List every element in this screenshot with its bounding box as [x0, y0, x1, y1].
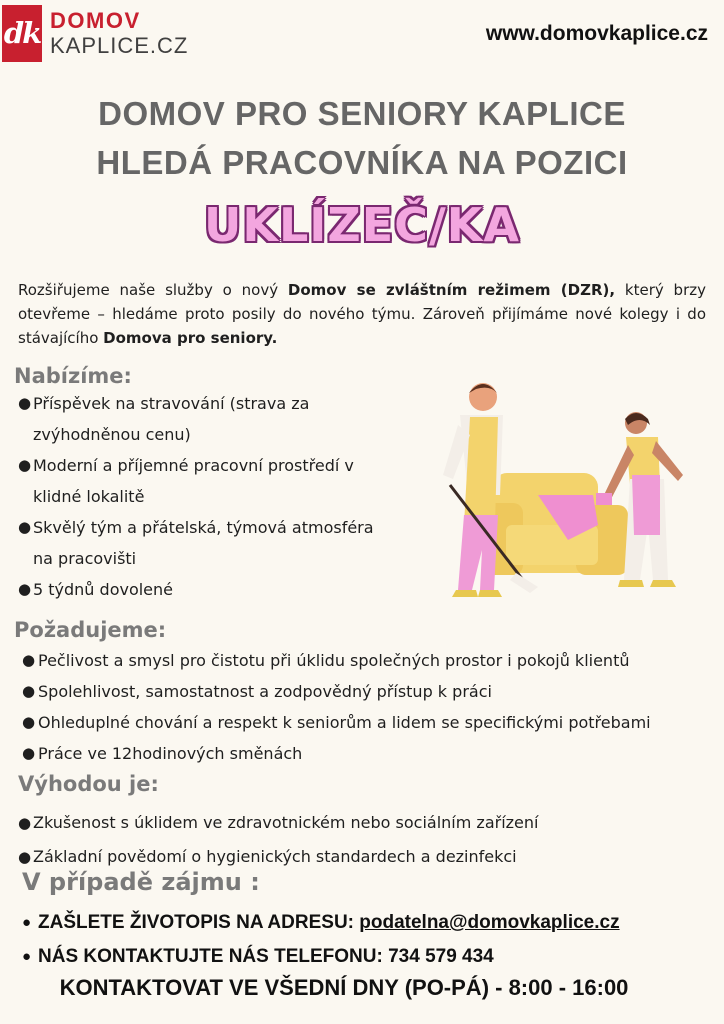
list-item-text: Ohleduplné chování a respekt k seniorům a lidem se specifickými potřebami	[38, 713, 651, 732]
list-item-text: Moderní a příjemné pracovní prostředí v klidné lokalitě	[33, 456, 354, 506]
list-item-text: 5 týdnů dovolené	[33, 580, 174, 599]
bullet-icon: ●	[22, 651, 36, 669]
logo[interactable]	[2, 5, 192, 63]
interest-title: V případě zájmu :	[22, 868, 260, 896]
list-item-text: Skvělý tým a přátelská, týmová atmosféra na pracovišti	[33, 518, 374, 568]
intro-text-1: Rozšiřujeme naše služby o nový	[18, 281, 288, 299]
bullet-icon: ●	[18, 580, 32, 598]
list-item-text: Zkušenost s úklidem ve zdravotnickém nebo sociálním zařízení	[33, 813, 539, 832]
intro-text-2: který brzy otevřeme – hledáme proto posily do nového týmu. Zároveň přijímáme nové kolegy i do stávajícího	[18, 281, 706, 347]
bullet-icon: ●	[18, 848, 32, 866]
list-item-text: Spolehlivost, samostatnost a zodpovědný přístup k práci	[38, 682, 492, 701]
list-item	[22, 738, 717, 769]
bullet-icon: ●	[22, 948, 32, 965]
headline-line-2: HLEDÁ PRACOVNÍKA NA POZICI	[96, 144, 628, 181]
list-item	[18, 512, 398, 574]
list-item	[22, 707, 717, 738]
logo-mark: dk	[2, 5, 42, 62]
contact-phone-item	[22, 940, 717, 974]
list-item-text: Práce ve 12hodinových směnách	[38, 744, 303, 763]
list-item	[18, 574, 398, 605]
cv-label: ZAŠLETE ŽIVOTOPIS NA ADRESU:	[38, 912, 360, 933]
requirements-title: Požadujeme:	[14, 618, 167, 642]
list-item	[22, 645, 717, 676]
list-item-text: Pečlivost a smysl pro čistotu při úklidu společných prostor i pokojů klientů	[38, 651, 630, 670]
website-link[interactable]: www.domovkaplice.cz	[485, 22, 708, 45]
list-item	[18, 806, 713, 840]
intro-bold-1: Domov se zvláštním režimem (DZR),	[287, 281, 616, 299]
requirements-list	[22, 645, 717, 769]
list-item	[18, 388, 398, 450]
advantages-list	[18, 806, 713, 874]
bullet-icon: ●	[18, 394, 32, 412]
logo-line-1: DOMOV	[50, 8, 141, 33]
bullet-icon: ●	[18, 518, 32, 536]
bullet-icon: ●	[18, 456, 32, 474]
offer-list	[18, 388, 398, 605]
list-item-text: Základní povědomí o hygienických standardech a dezinfekci	[33, 847, 517, 866]
bullet-icon: ●	[22, 914, 32, 931]
bullet-icon: ●	[18, 814, 32, 832]
phone-label: NÁS KONTAKTUJTE NÁS TELEFONU: 734 579 434	[38, 946, 494, 967]
bullet-icon: ●	[22, 682, 36, 700]
offer-title: Nabízíme:	[14, 364, 132, 388]
intro-paragraph	[18, 278, 706, 350]
contact-list	[22, 906, 717, 974]
list-item	[22, 676, 717, 707]
logo-line-2: KAPLICE.CZ	[50, 33, 189, 58]
position-title: UKLÍZEČ/KA	[203, 198, 520, 252]
headline-line-1: DOMOV PRO SENIORY KAPLICE	[98, 95, 626, 132]
contact-hours: KONTAKTOVAT VE VŠEDNÍ DNY (PO-PÁ) - 8:00 - 16:00	[59, 975, 629, 1000]
cleaners-illustration	[398, 375, 713, 605]
list-item	[18, 450, 398, 512]
email-link[interactable]: podatelna@domovkaplice.cz	[359, 912, 620, 933]
contact-email-item	[22, 906, 717, 940]
advantages-title: Výhodou je:	[18, 772, 159, 796]
intro-bold-2: Domova pro seniory.	[103, 329, 278, 347]
bullet-icon: ●	[22, 744, 36, 762]
bullet-icon: ●	[22, 713, 36, 731]
list-item-text: Příspěvek na stravování (strava za zvýhodněnou cenu)	[33, 394, 310, 444]
